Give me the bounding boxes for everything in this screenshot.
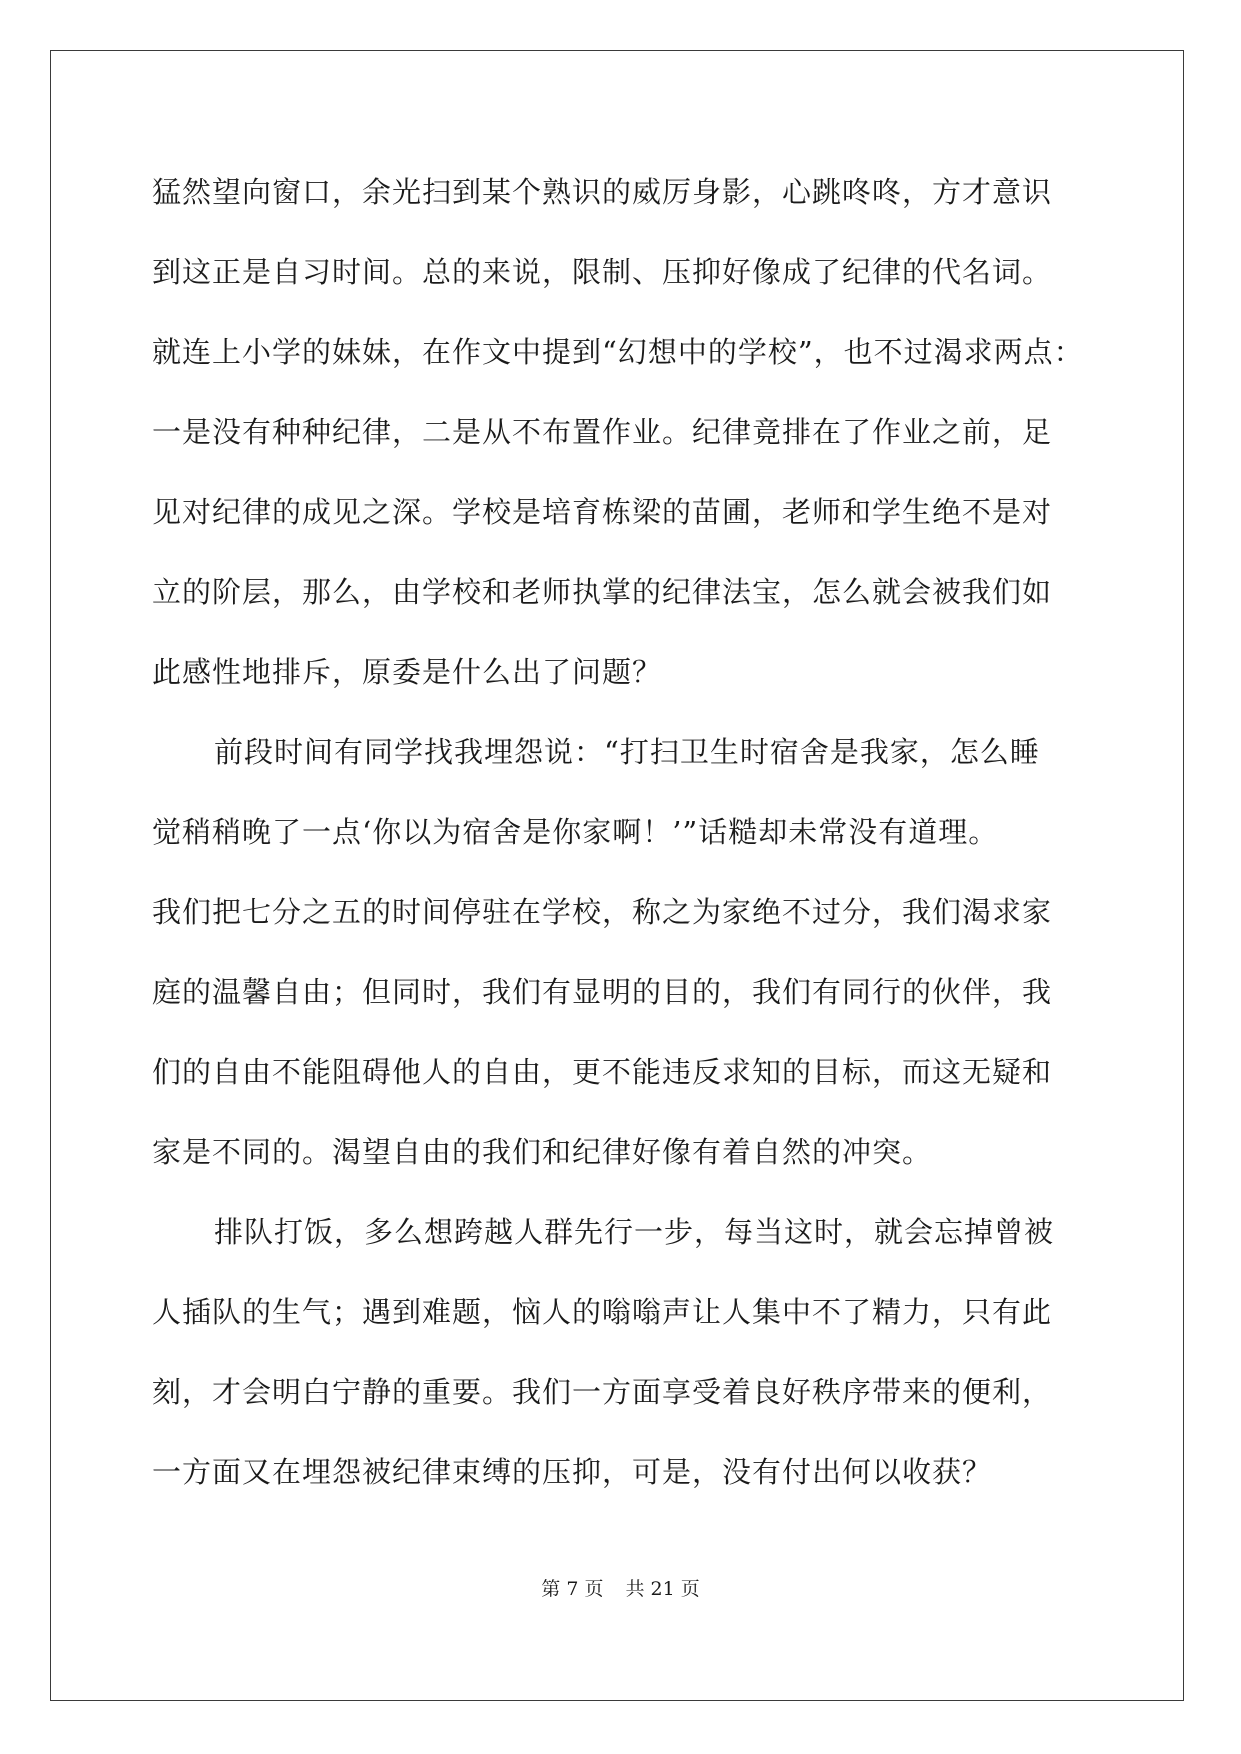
text-line: 一是没有种种纪律，二是从不布置作业。纪律竟排在了作业之前，足 [152,415,1053,449]
text-line: 人插队的生气；遇到难题，恼人的嗡嗡声让人集中不了精力，只有此 [152,1295,1053,1329]
text-line: 立的阶层，那么，由学校和老师执掌的纪律法宝，怎么就会被我们如 [152,575,1053,609]
text-line: 刻，才会明白宁静的重要。我们一方面享受着良好秩序带来的便利， [152,1375,1053,1409]
document-body [152,152,1092,1512]
text-line: 我们把七分之五的时间停驻在学校，称之为家绝不过分，我们渴求家 [152,895,1053,929]
text-line: 家是不同的。渴望自由的我们和纪律好像有着自然的冲突。 [152,1135,933,1169]
text-line: 猛然望向窗口，余光扫到某个熟识的威厉身影，心跳咚咚，方才意识 [152,175,1053,209]
paragraph-start-line: 前段时间有同学找我埋怨说：“打扫卫生时宿舍是我家，怎么睡 [214,735,1040,769]
text-line: 此感性地排斥，原委是什么出了问题？ [152,655,663,689]
text-line: 们的自由不能阻碍他人的自由，更不能违反求知的目标，而这无疑和 [152,1055,1053,1089]
text-line: 觉稍稍晚了一点‘你以为宿舍是你家啊！’”话糙却未常没有道理。 [152,815,999,849]
text-line: 到这正是自习时间。总的来说，限制、压抑好像成了纪律的代名词。 [152,255,1053,289]
paragraph-start-line: 排队打饭，多么想跨越人群先行一步，每当这时，就会忘掉曾被 [214,1215,1055,1249]
page-footer [0,1574,1241,1601]
page-total: 共 21 页 [625,1578,700,1600]
page-number: 第 7 页 [541,1578,604,1600]
text-line: 庭的温馨自由；但同时，我们有显明的目的，我们有同行的伙伴，我 [152,975,1053,1009]
text-line: 一方面又在埋怨被纪律束缚的压抑，可是，没有付出何以收获？ [152,1455,993,1489]
text-line: 就连上小学的妹妹，在作文中提到“幻想中的学校”，也不过渴求两点： [152,335,1084,369]
text-line: 见对纪律的成见之深。学校是培育栋梁的苗圃，老师和学生绝不是对 [152,495,1053,529]
